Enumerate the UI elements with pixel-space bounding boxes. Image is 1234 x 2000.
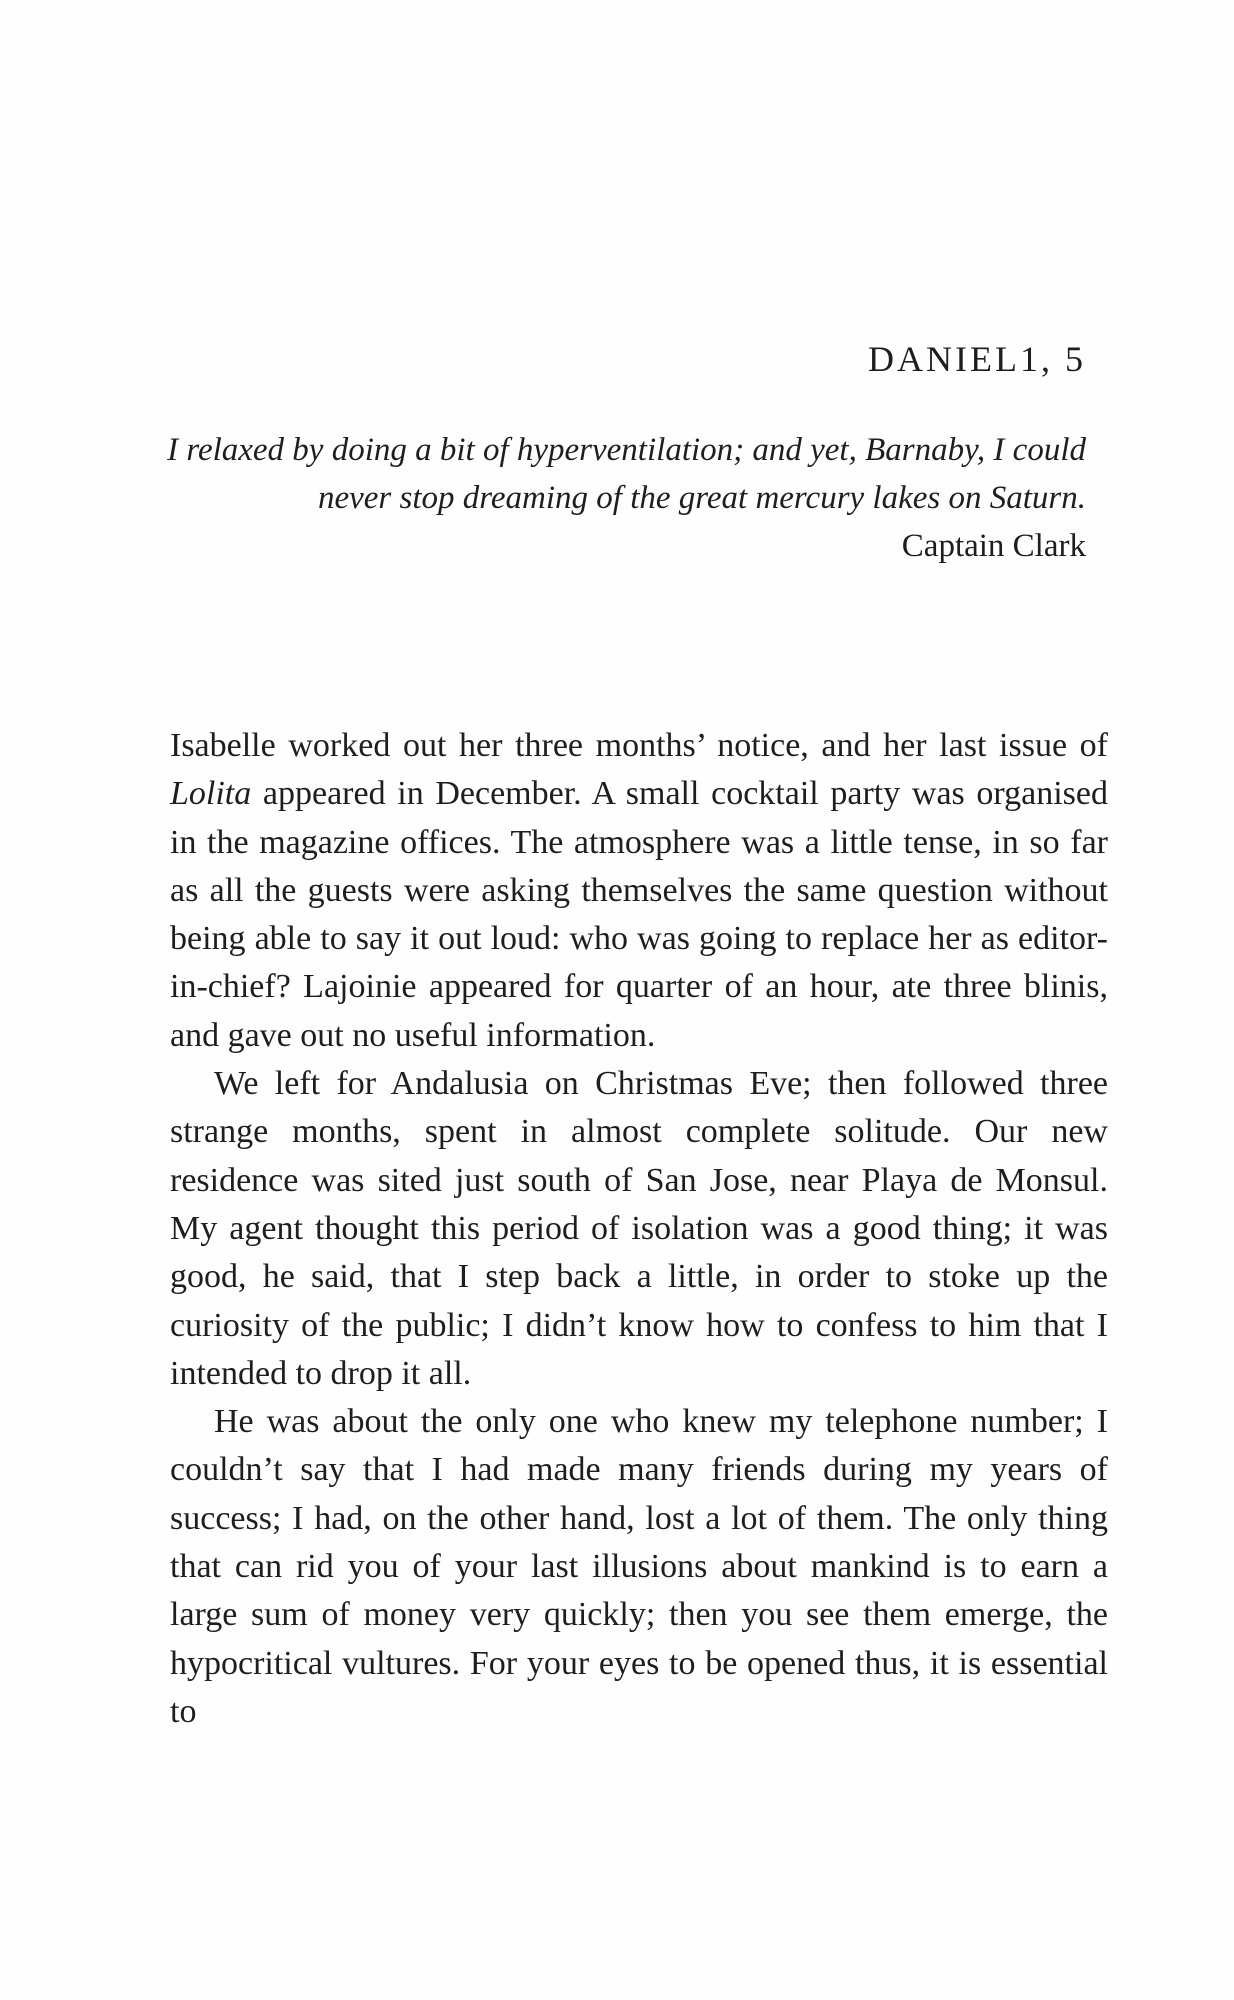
- paragraph-1-text-end: appeared in December. A small cocktail party was organised in the magazine offices. The atmosphere was a little tense, in so far as all the guests were asking themselves the same question without being able to say it out loud: who was going to replace her as editor-in-chief? Lajoinie appeared for quarter of an hour, ate three blinis, and gave out no useful information.: [170, 775, 1108, 1054]
- epigraph-attribution: Captain Clark: [901, 528, 1086, 564]
- paragraph-1-text-start: Isabelle worked out her three months’ notice, and her last issue of: [170, 727, 1108, 764]
- paragraph-1: [170, 722, 1108, 1060]
- paragraph-3: He was about the only one who knew my telephone number; I couldn’t say that I had made many friends during my years of success; I had, on the other hand, lost a lot of them. The only thing that can rid you of your last illusions about mankind is to earn a large sum of money very quickly; then you see them emerge, the hypocritical vultures. For your eyes to be opened thus, it is essential to: [170, 1403, 1108, 1730]
- epigraph-quote: I relaxed by doing a bit of hyperventilation; and yet, Barnaby, I could never stop dreaming of the great mercury lakes on Saturn.: [167, 432, 1086, 516]
- epigraph: [166, 426, 1086, 570]
- paragraph-2: We left for Andalusia on Christmas Eve; then followed three strange months, spent in almost complete solitude. Our new residence was sited just south of San Jose, near Playa de Monsul. My agent thought this period of isolation was a good thing; it was good, he said, that I step back a little, in order to stoke up the curiosity of the public; I didn’t know how to confess to him that I intended to drop it all.: [170, 1065, 1108, 1392]
- chapter-title: DANIEL1, 5: [868, 339, 1086, 379]
- magazine-title: Lolita: [170, 775, 252, 813]
- body-text: [170, 722, 1108, 1736]
